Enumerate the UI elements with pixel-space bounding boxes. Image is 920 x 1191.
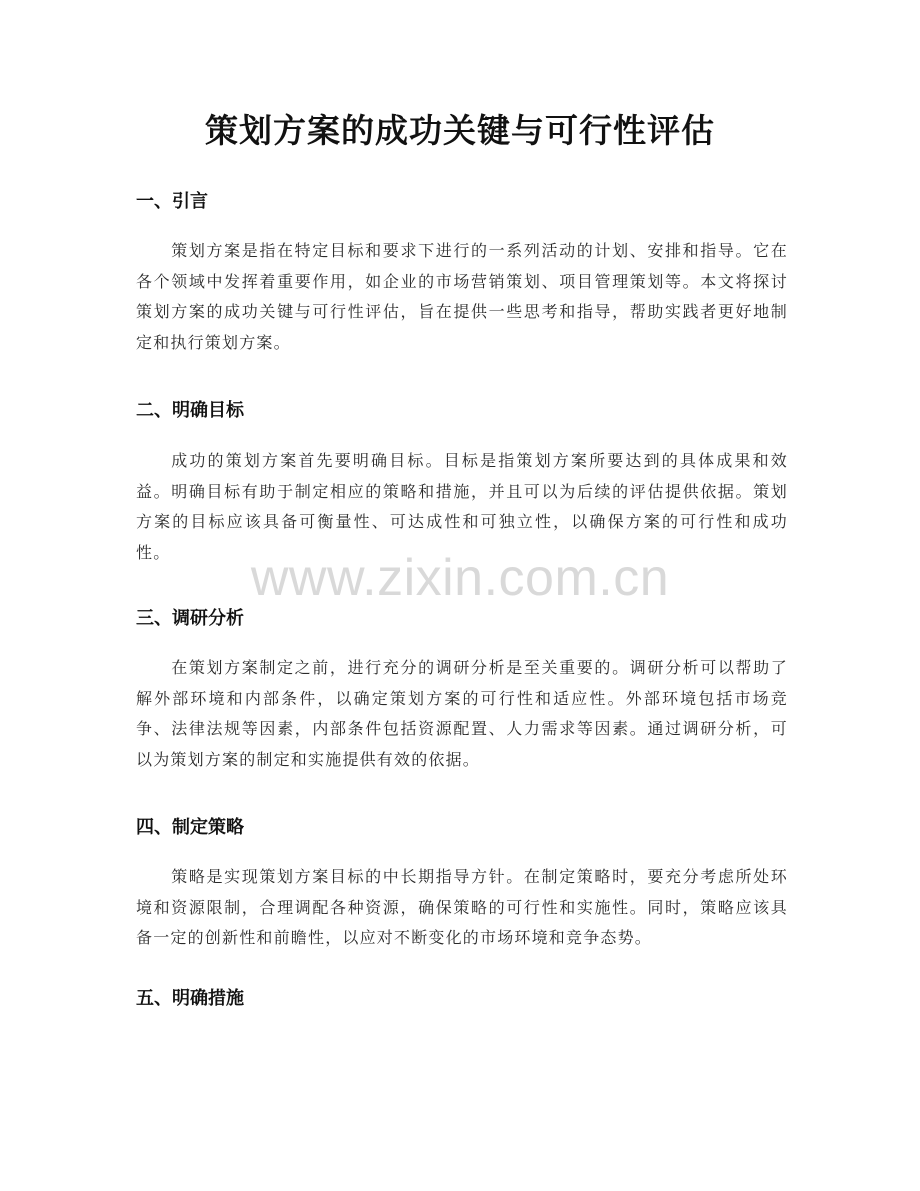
section-heading-research-analysis: 三、调研分析 xyxy=(136,608,244,629)
watermark: www.zixin.com.cn xyxy=(250,549,670,607)
section-paragraph-strategy: 策略是实现策划方案目标的中长期指导方针。在制定策略时，要充分考虑所处环境和资源限制，合理调配各种资源，确保策略的可行性和实施性。同时，策略应该具备一定的创新性和前瞻性，以应对不断变化的市场环境和竞争态势。 xyxy=(136,867,788,947)
section-paragraph-introduction: 策划方案是指在特定目标和要求下进行的一系列活动的计划、安排和指导。它在各个领域中发挥着重要作用，如企业的市场营销策划、项目管理策划等。本文将探讨策划方案的成功关键与可行性评估，旨在提供一些思考和指导，帮助实践者更好地制定和执行策划方案。 xyxy=(136,241,788,352)
section-paragraph-research-analysis: 在策划方案制定之前，进行充分的调研分析是至关重要的。调研分析可以帮助了解外部环境和内部条件，以确定策划方案的可行性和适应性。外部环境包括市场竞争、法律法规等因素，内部条件包括资源配置、人力需求等因素。通过调研分析，可以为策划方案的制定和实施提供有效的依据。 xyxy=(136,658,788,769)
section-heading-introduction: 一、引言 xyxy=(136,191,208,212)
section-heading-clear-goals: 二、明确目标 xyxy=(136,400,244,421)
section-heading-measures: 五、明确措施 xyxy=(136,988,244,1009)
section-heading-strategy: 四、制定策略 xyxy=(136,817,244,838)
document-title: 策划方案的成功关键与可行性评估 xyxy=(205,111,715,150)
section-paragraph-clear-goals: 成功的策划方案首先要明确目标。目标是指策划方案所要达到的具体成果和效益。明确目标有助于制定相应的策略和措施，并且可以为后续的评估提供依据。策划方案的目标应该具备可衡量性、可达成性和可独立性，以确保方案的可行性和成功性。 xyxy=(136,451,788,562)
